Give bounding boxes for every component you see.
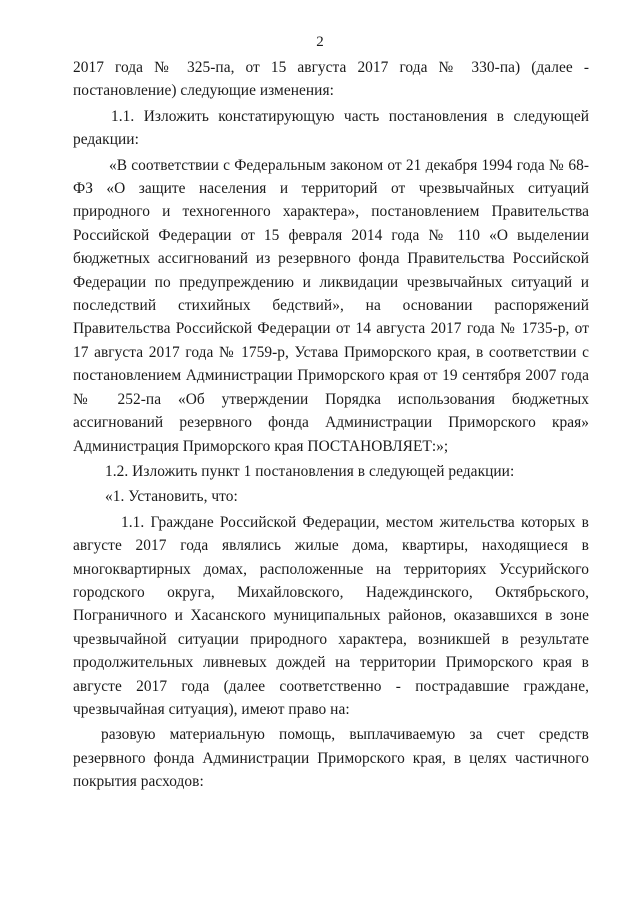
paragraph-1-1: 1.1. Изложить констатирующую часть постановления в следующей редакции: — [73, 107, 589, 149]
document-body — [73, 56, 589, 794]
paragraph-material-aid: разовую материальную помощь, выплачиваемую за счет средств резервного фонда Администрации Приморского края, в целях частичного покрытия расходов: — [73, 726, 589, 791]
paragraph-quoted-preamble: «В соответствии с Федеральным законом от 21 декабря 1994 года № 68-ФЗ «О защите населения и территорий от чрезвычайных ситуаций природного и техногенного характера», постановлением Правительства Российской Федерации от 15 февраля 2014 года № 110 «О выделении бюджетных ассигнований из резервного фонда Правительства Российской Федерации по предупреждению и ликвидации чрезвычайных ситуаций и последствий стихийных бедствий», на основании распоряжений Правительства Российской Федерации от 14 августа 2017 года № 1735-р, от 17 августа 2017 года № 1759-р, Устава Приморского края, в соответствии с постановлением Администрации Приморского края от 19 сентября 2007 года № 252-па «Об утверждении Порядка использования бюджетных ассигнований резервного фонда Администрации Приморского края» Администрация Приморского края ПОСТАНОВЛЯЕТ:»; — [73, 156, 589, 455]
paragraph-1-2: 1.2. Изложить пункт 1 постановления в следующей редакции: — [105, 462, 515, 480]
paragraph-item-1: «1. Установить, что: — [105, 488, 238, 506]
paragraph-continuation: 2017 года № 325-па, от 15 августа 2017 года № 330-па) (далее - постановление) следующие изменения: — [73, 59, 589, 100]
paragraph-item-1-1: 1.1. Граждане Российской Федерации, местом жительства которых в августе 2017 года являлись жилые дома, квартиры, находящиеся в многоквартирных домах, расположенные на территориях Уссурийского городского округа, Михайловского, Надеждинского, Октябрьского, Пограничного и Хасанского муниципальных районов, оказавшихся в зоне чрезвычайной ситуации природного характера, возникшей в результате продолжительных ливневых дождей на территории Приморского края в августе 2017 года (далее соответственно - пострадавшие граждане, чрезвычайная ситуация), имеют право на: — [73, 513, 589, 718]
page-number: 2 — [316, 34, 324, 50]
